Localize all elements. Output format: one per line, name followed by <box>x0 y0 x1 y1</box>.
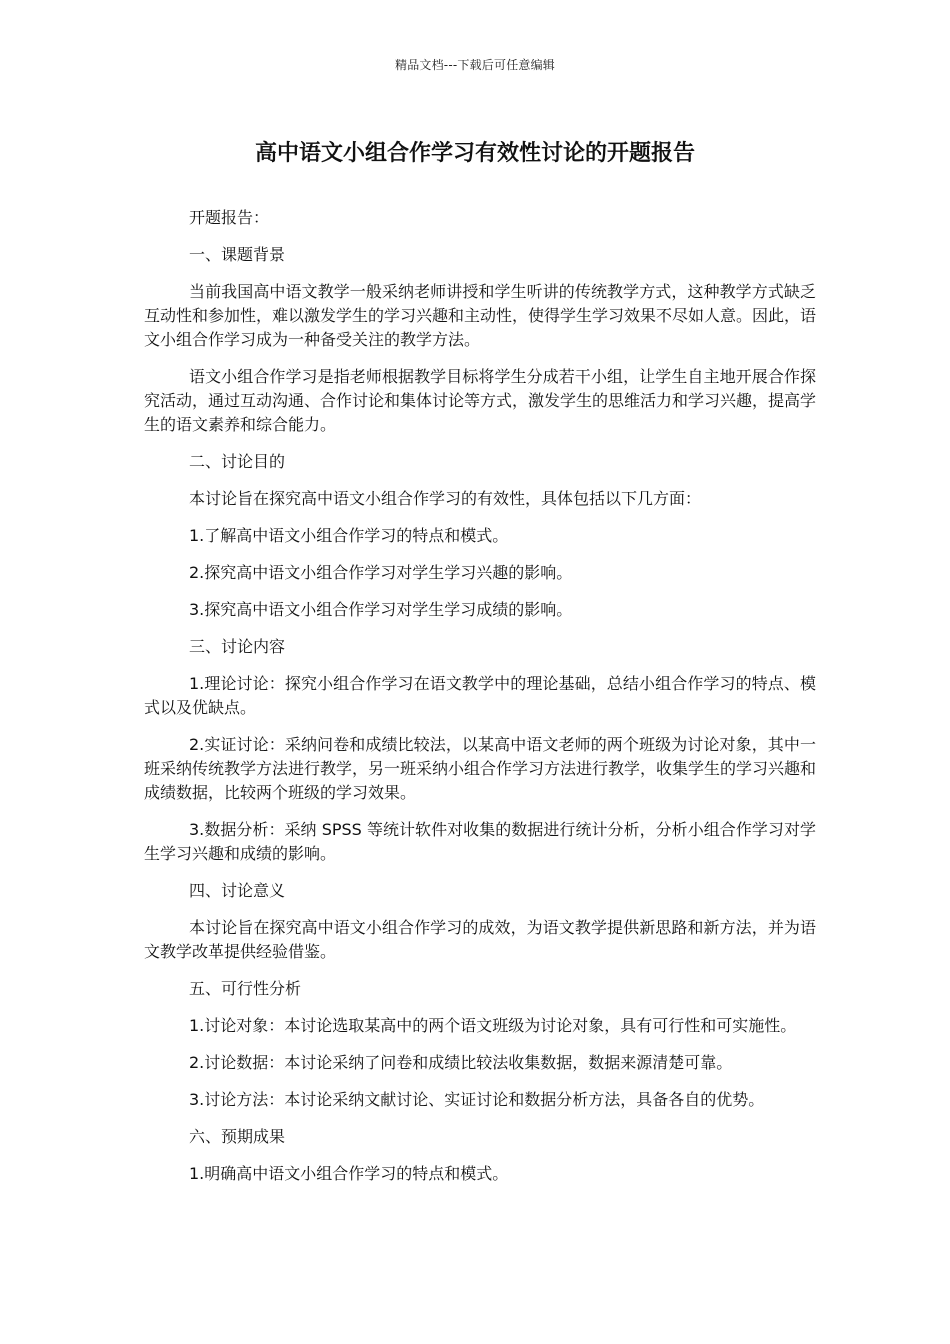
list-item: 1.了解高中语文小组合作学习的特点和模式。 <box>189 526 509 545</box>
list-item: 1.理论讨论：探究小组合作学习在语文教学中的理论基础，总结小组合作学习的特点、模式以及优缺点。 <box>144 674 816 717</box>
list-item: 3.数据分析：采纳 SPSS 等统计软件对收集的数据进行统计分析，分析小组合作学习对学生学习兴趣和成绩的影响。 <box>144 820 816 863</box>
section-heading: 五、可行性分析 <box>189 979 302 998</box>
section-heading: 三、讨论内容 <box>189 637 286 656</box>
section-heading: 六、预期成果 <box>189 1127 286 1146</box>
paragraph: 语文小组合作学习是指老师根据教学目标将学生分成若干小组，让学生自主地开展合作探究活动，通过互动沟通、合作讨论和集体讨论等方式，激发学生的思维活力和学习兴趣，提高学生的语文素养和综合能力。 <box>144 367 817 434</box>
list-item: 1.明确高中语文小组合作学习的特点和模式。 <box>189 1164 509 1183</box>
list-item: 2.探究高中语文小组合作学习对学生学习兴趣的影响。 <box>189 563 573 582</box>
list-item: 2.实证讨论：采纳问卷和成绩比较法，以某高中语文老师的两个班级为讨论对象，其中一班采纳传统教学方法进行教学，另一班采纳小组合作学习方法进行教学，收集学生的学习兴趣和成绩数据，比较两个班级的学习效果。 <box>144 735 817 802</box>
section-heading: 四、讨论意义 <box>189 881 286 900</box>
document-title: 高中语文小组合作学习有效性讨论的开题报告 <box>254 141 695 166</box>
paragraph: 本讨论旨在探究高中语文小组合作学习的有效性，具体包括以下几方面： <box>189 489 702 508</box>
list-item: 3.讨论方法：本讨论采纳文献讨论、实证讨论和数据分析方法，具备各自的优势。 <box>189 1090 765 1109</box>
list-item: 1.讨论对象：本讨论选取某高中的两个语文班级为讨论对象，具有可行性和可实施性。 <box>189 1016 797 1035</box>
paragraph: 本讨论旨在探究高中语文小组合作学习的成效，为语文教学提供新思路和新方法，并为语文教学改革提供经验借鉴。 <box>144 918 816 961</box>
section-heading: 二、讨论目的 <box>189 452 286 471</box>
paragraph: 当前我国高中语文教学一般采纳老师讲授和学生听讲的传统教学方式，这种教学方式缺乏互动性和参加性，难以激发学生的学习兴趣和主动性，使得学生学习效果不尽如人意。因此，语文小组合作学习成为一种备受关注的教学方法。 <box>144 282 817 349</box>
document-body <box>144 206 816 1199</box>
section-heading: 一、课题背景 <box>189 245 286 264</box>
header-note: 精品文档---下载后可任意编辑 <box>395 58 555 72</box>
paragraph: 开题报告： <box>189 208 270 227</box>
list-item: 2.讨论数据：本讨论采纳了问卷和成绩比较法收集数据，数据来源清楚可靠。 <box>189 1053 733 1072</box>
list-item: 3.探究高中语文小组合作学习对学生学习成绩的影响。 <box>189 600 573 619</box>
